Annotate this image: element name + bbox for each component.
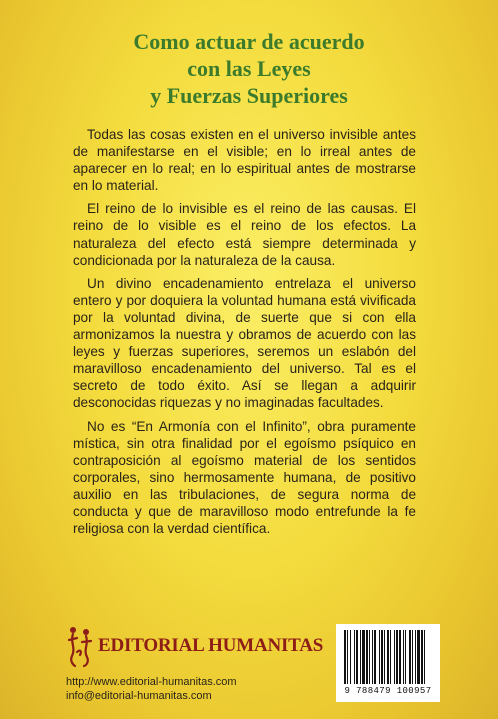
barcode-bar	[362, 630, 365, 684]
humanitas-figures-logo-icon	[66, 624, 94, 668]
barcode-bar	[347, 630, 348, 684]
barcode-bar	[344, 630, 346, 684]
barcode-bars	[342, 630, 434, 686]
barcode-bar	[399, 630, 401, 684]
book-title	[0, 28, 498, 109]
barcode-bar	[409, 630, 411, 684]
publisher-name: EDITORIAL HUMANITAS	[98, 635, 324, 656]
barcode-bar	[384, 630, 385, 684]
barcode-bar	[421, 630, 423, 684]
barcode-bar	[394, 630, 395, 684]
book-title-line-1: Como actuar de acuerdo	[133, 29, 365, 54]
publisher-website-link[interactable]: http://www.editorial-humanitas.com	[66, 676, 237, 688]
blurb-paragraph-2: El reino de lo invisible es el reino de las causas. El reino de lo visible es el reino de los efectos. La naturaleza del efecto está siempre determinada y condicionada por la naturaleza de la causa.	[73, 201, 416, 268]
blurb-paragraph-3: Un divino encadenamiento entrelaza el universo entero y por doquiera la voluntad humana está vivificada por la voluntad divina, de suerte que si con ella armonizamos la nuestra y obramos de acuerdo con las leyes y fuerzas superiores, seremos un eslabón del maravilloso encadenamiento del universo. Tal es el secreto de todo éxito. Así se llegan a adquirir desconocidas riquezas y no imaginadas facultades.	[73, 275, 416, 411]
barcode-digits: 9 788479 100957	[344, 686, 432, 696]
publisher-contacts	[66, 675, 237, 703]
barcode-bar	[354, 630, 355, 684]
barcode-bar	[403, 630, 404, 684]
barcode-bar	[350, 630, 351, 684]
barcode-bar	[369, 630, 370, 684]
barcode-bar	[360, 630, 361, 684]
barcode-bar	[374, 630, 376, 684]
book-title-line-2: con las Leyes	[187, 56, 311, 81]
barcode-bar	[356, 630, 358, 684]
barcode-bar	[424, 630, 425, 684]
barcode-bar	[396, 630, 398, 684]
barcode-bar	[405, 630, 406, 684]
blurb-paragraph-4: No es “En Armonía con el Infinito”, obra puramente mística, sin otra finalidad por el egoísmo psíquico en contraposición al egoísmo material de los sentidos corporales, sino hermosamente humana, de positivo auxilio en las tribulaciones, de segura norma de conducta y que de maravilloso modo entrefunde la fe religiosa con la verdad científica.	[73, 418, 416, 537]
barcode-bar	[415, 630, 416, 684]
barcode-bar	[366, 630, 368, 684]
isbn-barcode	[336, 624, 440, 702]
publisher-email-link[interactable]: info@editorial-humanitas.com	[66, 690, 212, 702]
book-title-line-3: y Fuerzas Superiores	[150, 83, 348, 108]
barcode-bar	[379, 630, 380, 684]
blurb-text	[73, 126, 416, 543]
barcode-bar	[390, 630, 391, 684]
barcode-bar	[372, 630, 373, 684]
blurb-paragraph-1: Todas las cosas existen en el universo invisible antes de manifestarse en el visible; en lo irreal antes de aparecer en lo real; en lo espiritual antes de mostrarse en lo material.	[73, 127, 416, 194]
barcode-bar	[417, 630, 420, 684]
publisher-brand	[66, 624, 323, 668]
barcode-bar	[381, 630, 383, 684]
barcode-bar	[412, 630, 413, 684]
barcode-bar	[387, 630, 389, 684]
